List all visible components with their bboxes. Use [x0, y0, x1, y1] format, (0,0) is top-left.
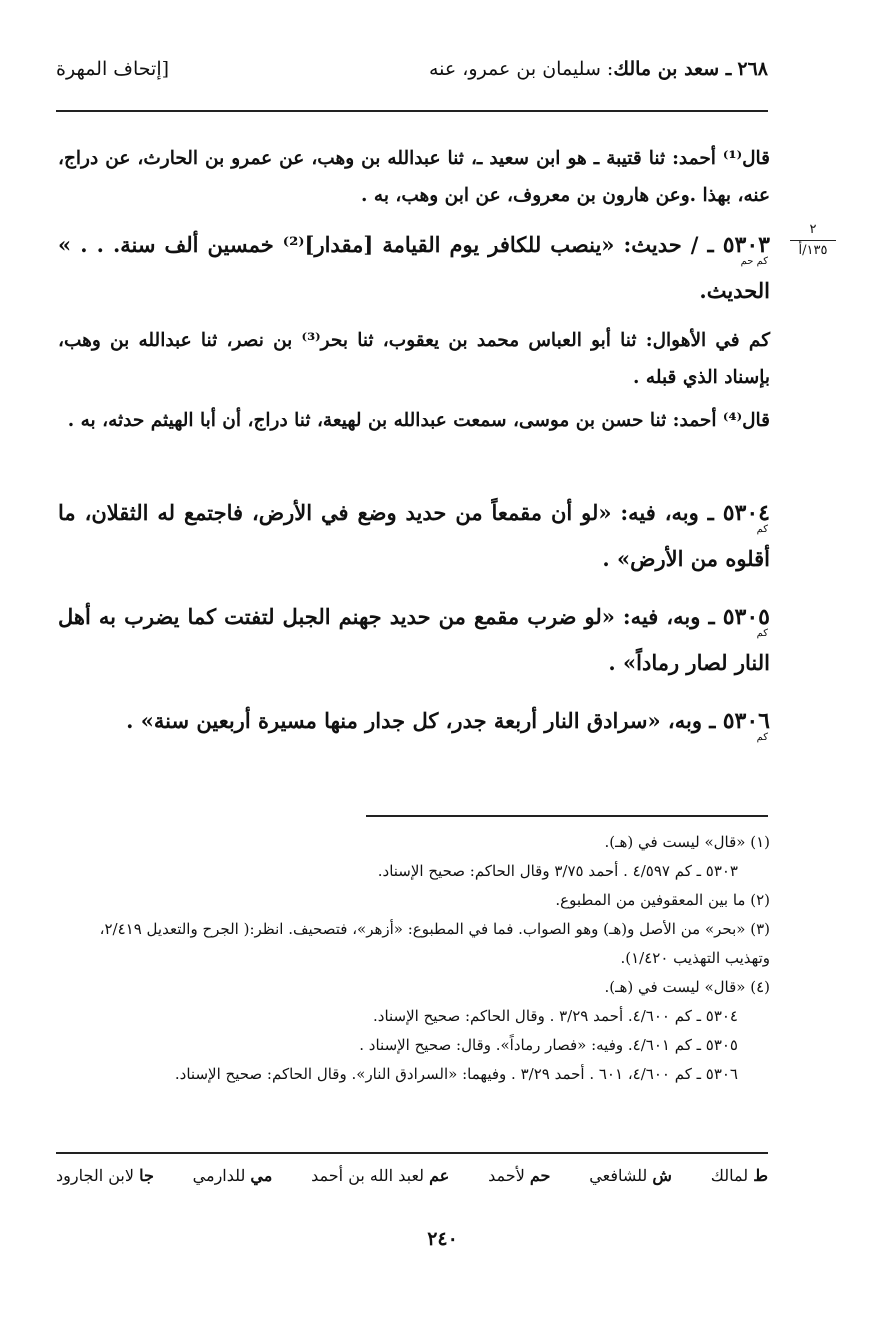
legend-name: للشافعي	[589, 1166, 653, 1185]
running-title: ٢٦٨ ـ سعد بن مالك: سليمان بن عمرو، عنه	[428, 58, 768, 80]
paragraph-1-text: قال⁽¹⁾ أحمد: ثنا قتيبة ـ هو ابن سعيد ـ، ثنا عبدالله بن وهب، عن عمرو بن الحارث، عن دراج، عنه، بهذا .وعن هارون بن معروف، عن ابن وهب، به .	[58, 148, 770, 206]
page-number: ٢٤٠	[427, 1228, 458, 1250]
footnote: ٥٣٠٥ ـ كم ٤/٦٠١. وفيه: «فصار رماداً». وقال: صحيح الإسناد .	[359, 1036, 738, 1054]
source-code: كم	[756, 628, 768, 639]
legend-code: جا	[139, 1166, 154, 1185]
paragraph-3-text: كم في الأهوال: ثنا أبو العباس محمد بن يعقوب، ثنا بحر⁽³⁾ بن نصر، ثنا عبدالله بن وهب، بإسناد الذي قبله .	[58, 330, 770, 388]
legend-item	[711, 1166, 768, 1185]
margin-reference	[790, 222, 836, 259]
hadith-5305	[58, 594, 770, 686]
hadith-number: ٥٣٠٥	[722, 604, 770, 630]
footnote: ٥٣٠٤ ـ كم ٤/٦٠٠. أحمد ٣/٢٩ . وقال الحاكم: صحيح الإسناد.	[373, 1007, 738, 1025]
legend-item	[193, 1166, 273, 1185]
legend-code: ط	[753, 1166, 768, 1185]
hadith-5306	[58, 698, 770, 744]
running-title-bold: سعد بن مالك	[613, 58, 720, 80]
legend-code: مي	[250, 1166, 273, 1185]
legend-name: لمالك	[710, 1166, 754, 1185]
page-header	[56, 58, 768, 92]
legend-item	[311, 1166, 449, 1185]
legend-name: لعبد الله بن أحمد	[311, 1166, 430, 1185]
hadith-number: ٥٣٠٣	[722, 232, 770, 258]
legend-item	[56, 1166, 154, 1185]
legend-code: ش	[652, 1166, 672, 1185]
margin-reference-bottom: ١٣٥/أ	[798, 243, 828, 258]
paragraph-1	[58, 140, 770, 214]
hadith-text: ـ / حديث: «ينصب للكافر يوم القيامة [مقدار]⁽²⁾ خمسين ألف سنة. . . » الحديث.	[58, 232, 770, 303]
footnote: ٥٣٠٦ ـ كم ٤/٦٠٠، ٦٠١ . أحمد ٣/٢٩ . وفيهما: «السرادق النار». وقال الحاكم: صحيح الإسناد.	[174, 1065, 738, 1083]
hadith-text: ـ وبه، «سرادق النار أربعة جدر، كل جدار منها مسيرة أربعين سنة» .	[126, 708, 723, 733]
legend-name: لابن الجارود	[56, 1166, 140, 1185]
footnote: (١) «قال» ليست في (هـ).	[604, 833, 770, 851]
hadith-5303	[58, 222, 770, 314]
hadith-5304	[58, 490, 770, 582]
legend-item	[589, 1166, 672, 1185]
hadith-number: ٥٣٠٦	[722, 708, 770, 734]
paragraph-4-text: قال⁽⁴⁾ أحمد: ثنا حسن بن موسى، سمعت عبدالله بن لهيعة، ثنا دراج، أن أبا الهيثم حدثه، به .	[67, 410, 770, 431]
margin-reference-bar	[790, 240, 836, 241]
running-title-number: ٢٦٨	[737, 58, 768, 80]
hadith-text: ـ وبه، فيه: «لو ضرب مقمع من حديد جهنم الجبل لتفتت كما يضرب به أهل النار لصار رماداً» .	[58, 604, 770, 675]
hadith-number: ٥٣٠٤	[722, 500, 770, 526]
abbreviation-legend	[56, 1166, 768, 1185]
legend-name: لأحمد	[488, 1166, 530, 1185]
source-code: كم	[756, 732, 768, 743]
footnotes	[58, 828, 770, 1089]
source-code: كم	[756, 524, 768, 535]
running-title-rest: : سليمان بن عمرو، عنه	[428, 58, 614, 80]
legend-code: عم	[429, 1166, 450, 1185]
legend-rule	[56, 1152, 768, 1154]
footnote: (٣) «بحر» من الأصل و(هـ) وهو الصواب. فما في المطبوع: «أزهر»، فتصحيف. انظر:( الجرح والتعديل ٢/٤١٩، وتهذيب التهذيب ١/٤٢٠).	[99, 920, 770, 967]
legend-code: حم	[529, 1166, 551, 1185]
paragraph-3	[58, 322, 770, 396]
footnote: (٢) ما بين المعقوفين من المطبوع.	[555, 891, 770, 909]
margin-reference-top: ٢	[809, 222, 817, 237]
paragraph-4	[58, 402, 770, 439]
legend-item	[488, 1166, 550, 1185]
hadith-text: ـ وبه، فيه: «لو أن مقمعاً من حديد وضع في الأرض، فاجتمع له الثقلان، ما أقلوه من الأرض» .	[58, 500, 770, 571]
header-rule	[56, 110, 768, 112]
footnote: (٤) «قال» ليست في (هـ).	[604, 978, 770, 996]
book-title: [إتحاف المهرة	[56, 58, 170, 80]
footnote: ٥٣٠٣ ـ كم ٤/٥٩٧ . أحمد ٣/٧٥ وقال الحاكم: صحيح الإسناد.	[377, 862, 738, 880]
legend-name: للدارمي	[192, 1166, 251, 1185]
footnote-rule	[366, 815, 768, 817]
source-code: كم حم	[740, 256, 768, 267]
